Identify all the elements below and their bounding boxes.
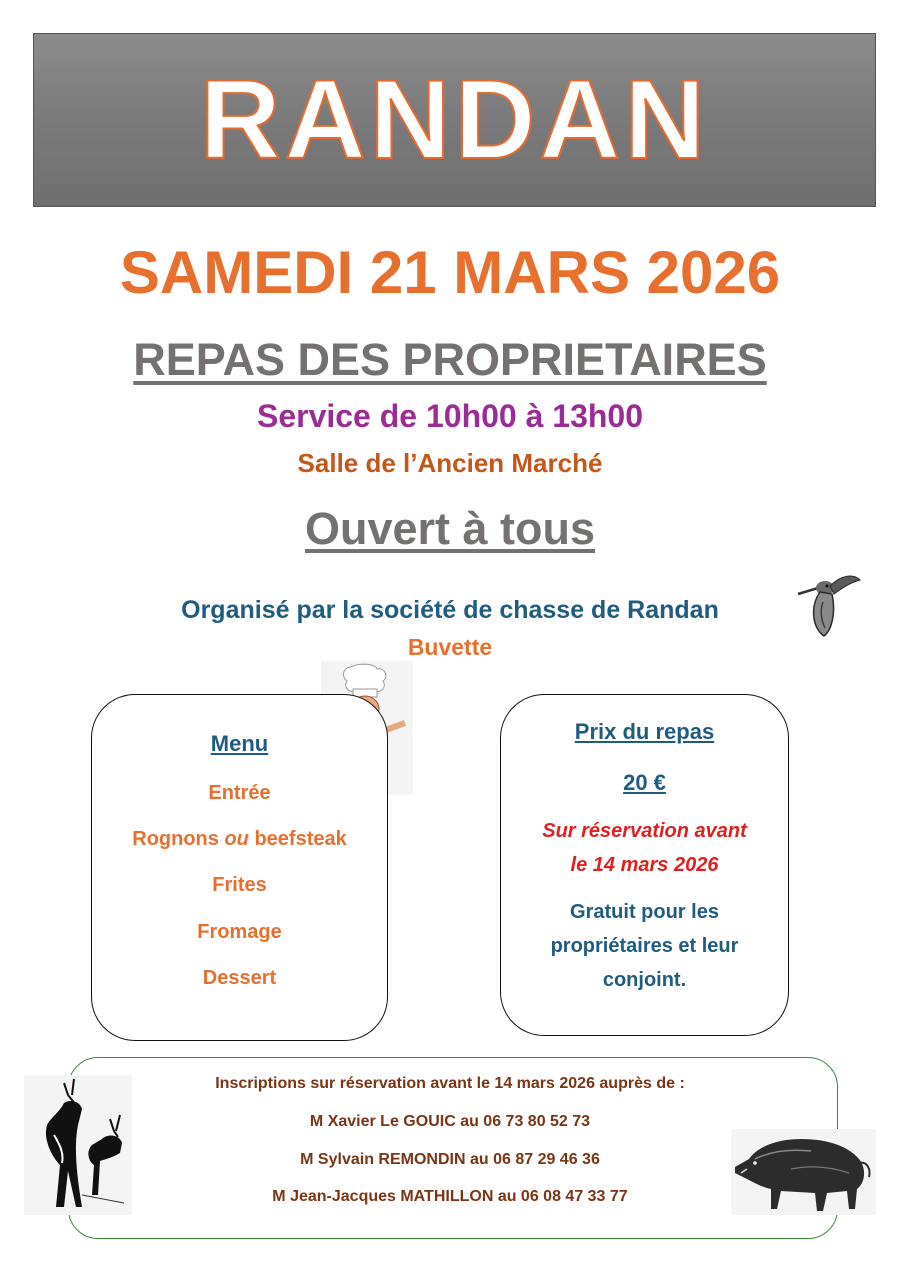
event-location: Salle de l’Ancien Marché [297,448,603,478]
price-title: Prix du repas [574,719,715,744]
contacts-intro: Inscriptions sur réservation avant le 14 mars 2026 auprès de : [215,1075,685,1092]
menu-item-main-part1: Rognons [132,828,225,850]
free-line-2: propriétaires et leur [550,935,739,957]
event-heading: REPAS DES PROPRIETAIRES [133,334,767,385]
open-to-all: Ouvert à tous [304,503,596,554]
banner-title: RANDAN [199,57,710,182]
contact-person: M Sylvain REMONDIN au 06 87 29 46 36 [300,1151,600,1168]
deer-icon [24,1075,132,1215]
menu-item-main-part2: beefsteak [248,828,347,850]
organizer-text: Organisé par la société de chasse de Randan [181,596,719,624]
bar-text: Buvette [407,634,493,660]
contact-person: M Xavier Le GOUIC au 06 73 80 52 73 [309,1113,591,1130]
menu-item-dessert: Dessert [202,967,277,989]
menu-box [91,694,388,1041]
reservation-line-1: Sur réservation avant [542,820,747,842]
contact-person: M Jean-Jacques MATHILLON au 06 08 47 33 77 [272,1188,628,1205]
price-box [500,694,789,1036]
menu-item-fromage: Fromage [197,921,282,943]
menu-item-entree: Entrée [208,782,271,804]
woodcock-bird-icon [790,568,862,640]
service-hours: Service de 10h00 à 13h00 [256,398,644,434]
free-line-3: conjoint. [602,969,687,991]
menu-title: Menu [210,731,269,756]
menu-item-main-or: ou [224,828,249,850]
title-banner [33,33,876,207]
price-value: 20 € [623,770,666,795]
event-date: SAMEDI 21 MARS 2026 [119,239,781,306]
free-line-1: Gratuit pour les [570,901,719,923]
wild-boar-icon [731,1129,876,1215]
menu-item-main-course [92,828,387,851]
menu-item-frites: Frites [212,874,267,896]
reservation-line-2: le 14 mars 2026 [570,854,719,876]
